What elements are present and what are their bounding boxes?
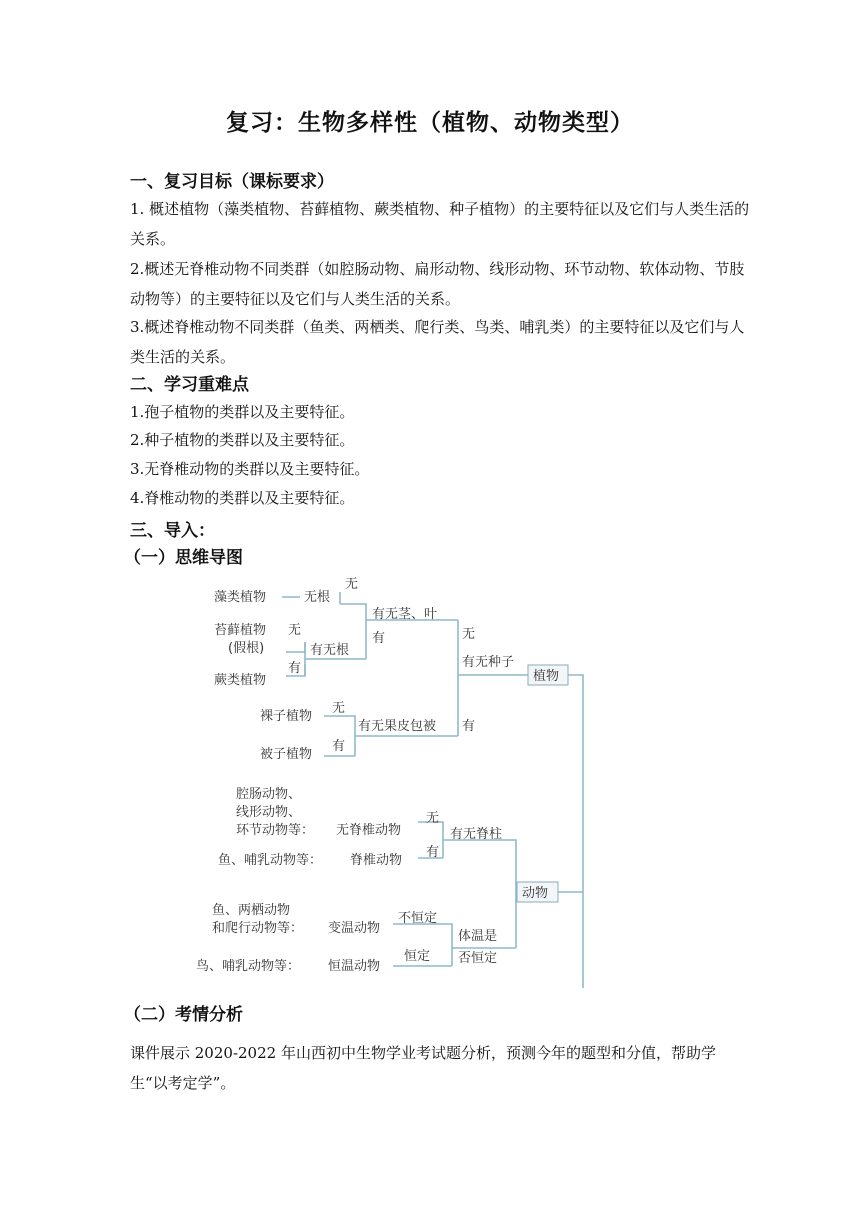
mm-vertebrate: 脊椎动物 <box>350 853 403 868</box>
mm-has-stem-leaf-q: 有无茎、叶 <box>372 607 438 622</box>
mm-no-1: 无 <box>345 577 359 592</box>
mm-yes-4: 有 <box>332 739 346 754</box>
mm-no-5: 无 <box>426 811 440 826</box>
mm-algae: 藻类植物 <box>214 590 267 605</box>
section-heading-intro: 三、导入： <box>130 521 215 541</box>
mm-angiosperm: 被子植物 <box>260 747 313 762</box>
keypoint-item-4: 4.脊椎动物的类群以及主要特征。 <box>130 489 355 507</box>
mm-invert-group-3: 环节动物等： <box>236 823 315 838</box>
exam-analysis-paragraph: 课件展示 2020-2022 年山西初中生物学业考试题分析，预测今年的题型和分值，帮助学生“以考定学”。 <box>130 1044 716 1092</box>
mm-pseudo-root: (假根) <box>228 641 265 656</box>
keypoint-item-3: 3.无脊椎动物的类群以及主要特征。 <box>130 460 370 478</box>
mm-moss: 苔藓植物 <box>214 623 267 638</box>
mm-no-3: 无 <box>462 627 476 642</box>
goal-item-3: 3.概述脊椎动物不同类群（鱼类、两栖类、爬行类、鸟类、哺乳类）的主要特征以及它们与人类生活的关系。 <box>130 318 745 366</box>
mm-cold-group-2: 和爬行动物等： <box>212 921 304 936</box>
subsection-heading-mindmap: （一）思维导图 <box>124 548 243 568</box>
mm-vert-group: 鱼、哺乳动物等： <box>218 853 323 868</box>
mm-yes-3: 有 <box>462 719 476 734</box>
mm-cold-group-1: 鱼、两栖动物 <box>212 903 291 918</box>
mm-fern: 蕨类植物 <box>214 673 267 688</box>
keypoint-item-2: 2.种子植物的类群以及主要特征。 <box>130 431 355 449</box>
mm-no-root: 无根 <box>304 590 331 605</box>
section-heading-keypoints: 二、学习重难点 <box>130 375 249 395</box>
mm-plant: 植物 <box>533 669 560 684</box>
mind-map-diagram <box>190 568 610 992</box>
goal-item-1: 1. 概述植物（藻类植物、苔藓植物、蕨类植物、种子植物）的主要特征以及它们与人类生活的关系。 <box>130 200 750 248</box>
mm-warm-blooded: 恒温动物 <box>328 959 381 974</box>
mm-yes-2: 有 <box>288 661 302 676</box>
mm-invert-group-1: 腔肠动物、 <box>236 787 302 802</box>
section-heading-goals: 一、复习目标（课标要求） <box>130 172 334 192</box>
mm-has-spine-q: 有无脊柱 <box>450 827 503 842</box>
mm-has-pericarp-q: 有无果皮包被 <box>358 719 437 734</box>
mind-map-svg <box>190 568 610 992</box>
mm-gymnosperm: 裸子植物 <box>260 709 313 724</box>
mm-body-temp-q-1: 体温是 <box>458 929 498 944</box>
mm-yes-5: 有 <box>426 845 440 860</box>
mm-no-4: 无 <box>332 701 346 716</box>
page-title: 复习：生物多样性（植物、动物类型） <box>226 110 634 136</box>
mm-body-temp-q-2: 否恒定 <box>458 951 498 966</box>
mm-not-constant: 不恒定 <box>398 911 438 926</box>
mm-animal: 动物 <box>522 886 549 901</box>
mm-invertebrate: 无脊椎动物 <box>336 823 402 838</box>
goal-item-2: 2.概述无脊椎动物不同类群（如腔肠动物、扁形动物、线形动物、环节动物、软体动物、节肢动物等）的主要特征以及它们与人类生活的关系。 <box>130 260 745 308</box>
mm-no-2: 无 <box>288 623 302 638</box>
mm-constant: 恒定 <box>404 949 431 964</box>
keypoint-item-1: 1.孢子植物的类群以及主要特征。 <box>130 403 355 421</box>
mm-warm-group: 鸟、哺乳动物等： <box>196 959 301 974</box>
mm-has-root-q: 有无根 <box>310 643 350 658</box>
mm-invert-group-2: 线形动物、 <box>236 805 302 820</box>
mm-has-seed-q: 有无种子 <box>462 655 515 670</box>
mm-yes-1: 有 <box>372 631 386 646</box>
subsection-heading-exam-analysis: （二）考情分析 <box>124 1005 243 1025</box>
mm-cold-blooded: 变温动物 <box>328 921 381 936</box>
